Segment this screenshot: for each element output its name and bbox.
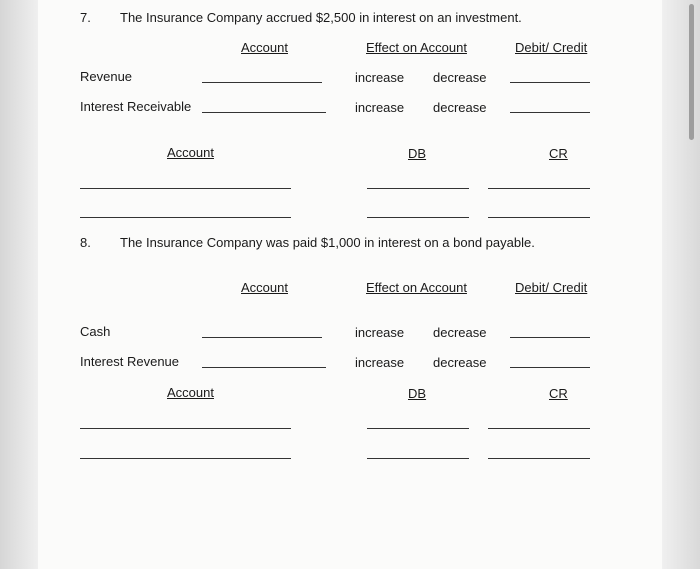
page-right-margin xyxy=(662,0,700,569)
q8-journal-line1-account[interactable] xyxy=(80,428,291,429)
q8-row1-dc-blank[interactable] xyxy=(510,337,590,338)
q7-journal-db: DB xyxy=(408,146,427,161)
q8-row2-increase: increase xyxy=(355,355,405,370)
q7-row1-dc-blank[interactable] xyxy=(510,82,590,83)
q8-text: The Insurance Company was paid $1,000 in interest on a bond payable. xyxy=(120,235,535,250)
q7-header-effect: Effect on Account xyxy=(366,40,467,55)
q7-journal-line1-db[interactable] xyxy=(367,188,469,189)
q7-journal-account: Account xyxy=(167,145,214,160)
q7-row1-account-blank[interactable] xyxy=(202,82,322,83)
q8-journal-db: DB xyxy=(408,386,427,401)
q7-row1-decrease: decrease xyxy=(433,70,487,85)
q8-row1-account: Cash xyxy=(80,324,111,339)
q8-journal-line2-account[interactable] xyxy=(80,458,291,459)
q8-row1-increase: increase xyxy=(355,325,405,340)
q8-row2-account-blank[interactable] xyxy=(202,367,326,368)
q7-journal-line1-cr[interactable] xyxy=(488,188,590,189)
q7-row2-dc-blank[interactable] xyxy=(510,112,590,113)
q7-journal-line2-account[interactable] xyxy=(80,217,291,218)
q8-journal-line2-cr[interactable] xyxy=(488,458,590,459)
q7-number: 7. xyxy=(80,10,91,25)
q8-journal-cr: CR xyxy=(549,386,568,401)
q8-row2-account: Interest Revenue xyxy=(80,354,180,369)
q8-journal-line1-cr[interactable] xyxy=(488,428,590,429)
q7-row2-account-blank[interactable] xyxy=(202,112,326,113)
q7-row2-account: Interest Receivable xyxy=(80,99,192,114)
q8-row2-decrease: decrease xyxy=(433,355,487,370)
q7-header-debit-credit: Debit/ Credit xyxy=(515,40,588,55)
q7-journal-cr: CR xyxy=(549,146,568,161)
q7-row2-decrease: decrease xyxy=(433,100,487,115)
q8-header-account: Account xyxy=(241,280,288,295)
page-left-margin xyxy=(0,0,38,569)
scrollbar-thumb[interactable] xyxy=(689,4,694,140)
q7-journal-line2-cr[interactable] xyxy=(488,217,590,218)
q7-row2-increase: increase xyxy=(355,100,405,115)
q8-header-debit-credit: Debit/ Credit xyxy=(515,280,588,295)
q8-number: 8. xyxy=(80,235,91,250)
q8-journal-account: Account xyxy=(167,385,214,400)
q8-journal-line2-db[interactable] xyxy=(367,458,469,459)
q8-row1-decrease: decrease xyxy=(433,325,487,340)
q7-header-account: Account xyxy=(241,40,288,55)
q7-row1-increase: increase xyxy=(355,70,405,85)
q8-row1-account-blank[interactable] xyxy=(202,337,322,338)
q8-journal-line1-db[interactable] xyxy=(367,428,469,429)
q7-journal-line1-account[interactable] xyxy=(80,188,291,189)
q7-text: The Insurance Company accrued $2,500 in interest on an investment. xyxy=(120,10,522,25)
q7-journal-line2-db[interactable] xyxy=(367,217,469,218)
q8-row2-dc-blank[interactable] xyxy=(510,367,590,368)
q7-row1-account: Revenue xyxy=(80,69,133,84)
q8-header-effect: Effect on Account xyxy=(366,280,467,295)
